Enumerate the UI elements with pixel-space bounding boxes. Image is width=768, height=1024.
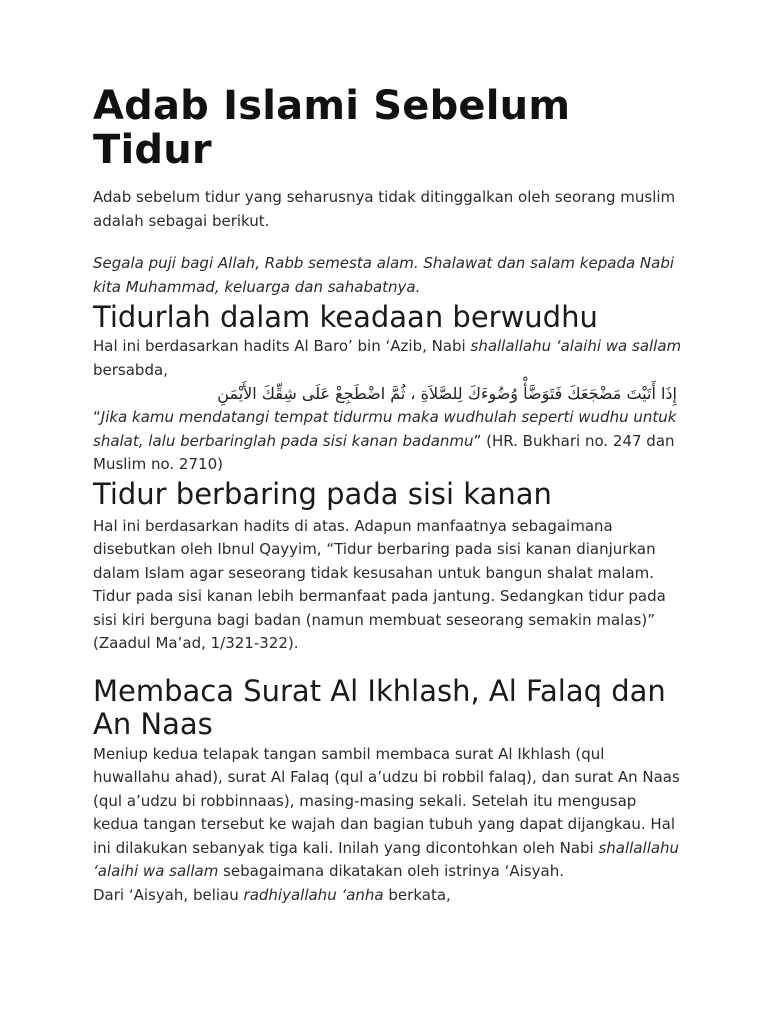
hadith-intro-tail: bersabda, (93, 360, 168, 379)
surahs-text: Meniup kedua telapak tangan sambil membaca surat Al Ikhlash (qul huwallahu ahad), surat Al Falaq (qul a’udzu bi robbil falaq), dan surat An Naas (qul a’udzu bi robbinnaas), masing-masing sekali. Setelah itu mengusap kedua tangan tersebut ke wajah dan bagian tubuh yang dapat dijangkau. Hal ini dilakukan sebanyak tiga kali. Inilah yang dicontohkan oleh Nabi (93, 744, 680, 857)
hadith-source: ” (HR. Bukhari no. 247 dan Muslim no. 2710) (93, 431, 675, 473)
section-heading-wudhu: Tidurlah dalam keadaan berwudhu (93, 300, 598, 334)
article-body (93, 84, 683, 907)
article-title: Adab Islami Sebelum Tidur (93, 83, 571, 173)
hadith-intro-paragraph (93, 335, 683, 382)
section-heading-surahs: Membaca Surat Al Ikhlash, Al Falaq dan An Naas (93, 673, 666, 741)
arabic-hadith-text: إِذَا أَتَيْتَ مَضْجَعَكَ فَتَوَضَّأْ وُضُوءَكَ لِلصَّلاَةِ ، ثُمَّ اضْطَجِعْ عَلَى شِقِّكَ الأَيْمَنِ (217, 384, 677, 403)
salawat-phrase-2: shallallahu ‘alaihi wa sallam (93, 838, 680, 880)
aisyah-paragraph (93, 884, 683, 908)
right-side-paragraph: Hal ini berdasarkan hadits di atas. Adapun manfaatnya sebagaimana disebutkan oleh Ibnul Qayyim, “Tidur berbaring pada sisi kanan dianjurkan dalam Islam agar seseorang tidak kesusahan untuk bangun shalat malam. Tidur pada sisi kanan lebih bermanfaat pada jantung. Sedangkan tidur pada sisi kiri berguna bagi badan (namun membuat seseorang semakin malas)” (Zaadul Ma’ad, 1/321-322). (93, 516, 666, 652)
salawat-phrase: shallallahu ‘alaihi wa sallam (470, 337, 682, 355)
radhiyallahu-phrase: radhiyallahu ‘anha (243, 885, 384, 904)
surahs-text-tail: sebagaimana dikatakan oleh istrinya ‘Aisyah. (218, 862, 565, 880)
intro-paragraph: Adab sebelum tidur yang seharusnya tidak ditinggalkan oleh seorang muslim adalah sebagai berikut. (93, 188, 676, 230)
aisyah-text-tail: berkata, (383, 885, 451, 904)
hadith-translation-paragraph (93, 406, 683, 477)
hadith-translation: Jika kamu mendatangi tempat tidurmu maka wudhulah seperti wudhu untuk shalat, lalu berbaringlah pada sisi kanan badanmu (93, 408, 677, 450)
hadith-intro-text: Hal ini berdasarkan hadits Al Baro’ bin ‘Azib, Nabi (93, 337, 471, 355)
aisyah-text: Dari ‘Aisyah, beliau (93, 885, 244, 904)
quote-open-mark: “ (93, 408, 101, 426)
section-heading-right-side: Tidur berbaring pada sisi kanan (93, 476, 552, 511)
surahs-paragraph (93, 743, 683, 884)
praise-paragraph: Segala puji bagi Allah, Rabb semesta alam. Shalawat dan salam kepada Nabi kita Muhammad, keluarga dan sahabatnya. (93, 254, 675, 296)
